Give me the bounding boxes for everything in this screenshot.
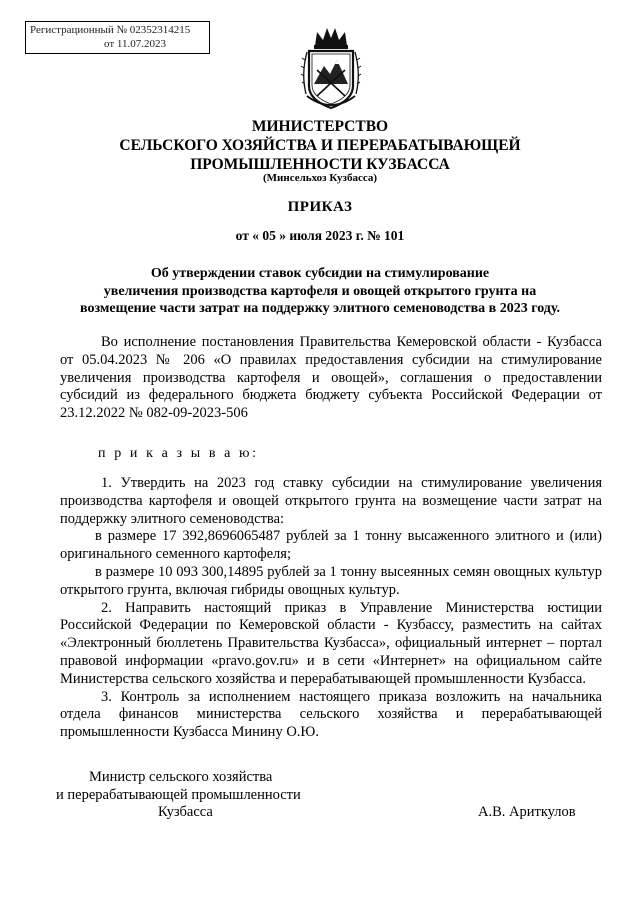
ministry-line: ПРОМЫШЛЕННОСТИ КУЗБАССА [190, 156, 450, 173]
signatory-position-line: Кузбасса [158, 804, 213, 821]
intro-paragraph [60, 334, 602, 423]
order-item: 3. Контроль за исполнением настоящего приказа возложить на начальника отдела финансов министерства сельского хозяйства и перерабатывающей промышленности Кузбасса Минину О.Ю. [60, 688, 602, 741]
order-item: 2. Направить настоящий приказ в Управление Министерства юстиции Российской Федерации по Кемеровской области - Кузбассу, разместить на сайтах «Электронный бюллетень Правительства Кузбасса», официальный интернет – портал правовой информации «pravo.gov.ru» и в сети «Интернет» на официальном сайте Министерства сельского хозяйства и перерабатывающей промышленности Кузбасса. [60, 599, 602, 687]
order-item: 1. Утвердить на 2023 год ставку субсидии на стимулирование увеличения производства картофеля и овощей открытого грунта на возмещение части затрат на поддержку элитного семеноводства: [60, 475, 602, 527]
signatory-position-line: Министр сельского хозяйства [89, 769, 273, 785]
subject-line: возмещение части затрат на поддержку элитного семеноводства в 2023 году. [80, 301, 560, 316]
subject-line: Об утверждении ставок субсидии на стимулирование [150, 266, 490, 281]
order-item: в размере 10 093 300,14895 рублей за 1 тонну высеянных семян овощных культур открытого грунта, включая гибриды овощных культур. [60, 563, 602, 598]
order-word: п р и к а з ы в а ю: [98, 446, 259, 461]
subject-line: увеличения производства картофеля и овощей открытого грунта на [103, 283, 537, 299]
ministry-line: МИНИСТЕРСТВО [251, 118, 389, 135]
ministry-abbreviation: (Минсельхоз Кузбасса) [262, 172, 378, 184]
ministry-line: СЕЛЬСКОГО ХОЗЯЙСТВА И ПЕРЕРАБАТЫВАЮЩЕЙ [119, 137, 521, 154]
signatory-position [56, 769, 301, 822]
document-subject [0, 265, 640, 318]
registration-stamp [25, 21, 210, 54]
kuzbass-coat-of-arms-icon [297, 24, 365, 112]
registration-number: Регистрационный № 02352314215 [30, 24, 191, 36]
intro-text: Во исполнение постановления Правительства Кемеровской области - Кузбасса от 05.04.2023 № 206 «О правилах предоставления субсидии на стимулирование увеличения производства картофеля и овощей», соглашения о предоставлении субсидий из федерального бюджета бюджету субъекта Российской Федерации от 23.12.2022 № 082-09-2023-506 [60, 334, 602, 422]
signatory-position-line: и перерабатывающей промышленности [56, 786, 301, 803]
document-date-number: от « 05 » июля 2023 г. № 101 [235, 228, 405, 243]
ministry-name [0, 117, 640, 174]
order-items [60, 475, 602, 742]
order-item: в размере 17 392,8696065487 рублей за 1 тонну высаженного элитного и (или) оригинального семенного картофеля; [60, 528, 602, 563]
signatory-name: А.В. Ариткулов [478, 804, 576, 820]
document-type: ПРИКАЗ [287, 199, 353, 215]
registration-date: от 11.07.2023 [104, 38, 167, 50]
